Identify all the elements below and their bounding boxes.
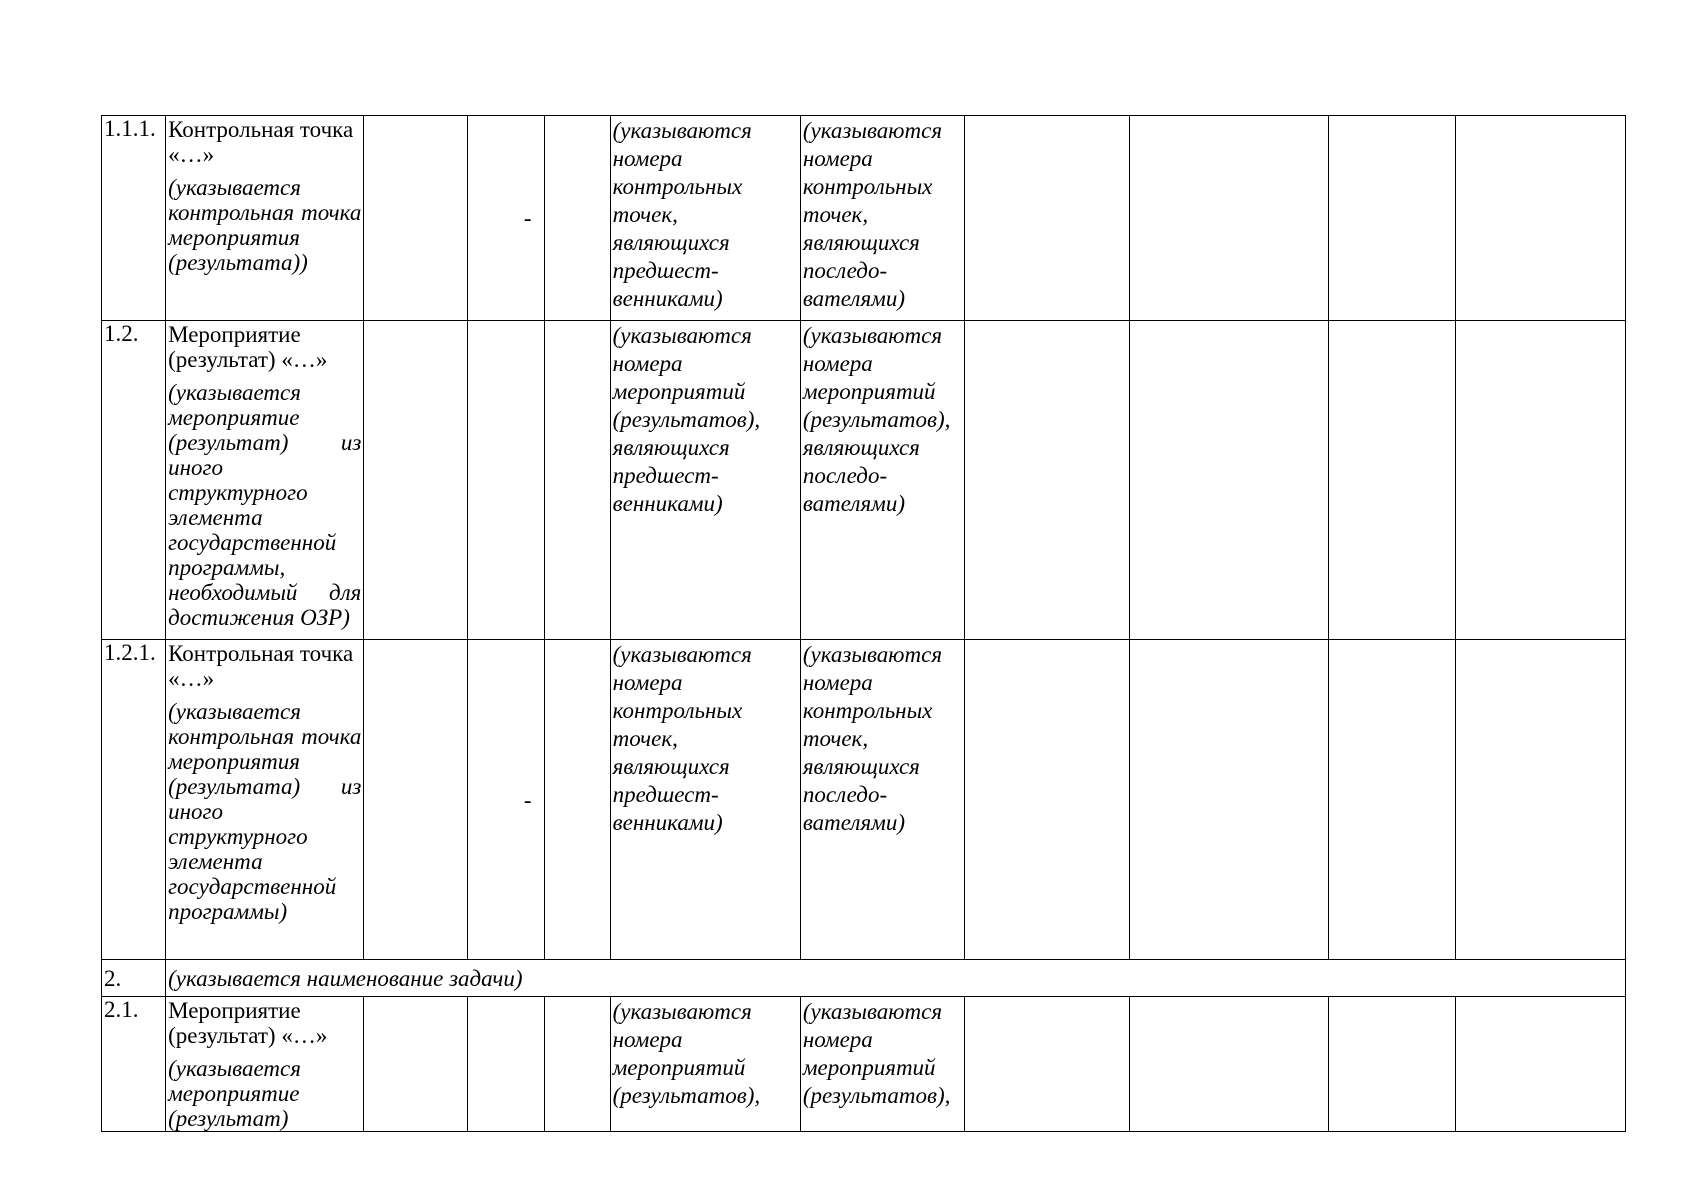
empty-cell xyxy=(468,321,544,640)
empty-cell xyxy=(364,997,468,1132)
empty-cell xyxy=(965,640,1130,960)
row-note: (указывается мероприятие (результат) из иного структурного элемента государственной программы, необходимый для достижения ОЗР) xyxy=(168,380,362,630)
empty-cell xyxy=(1328,116,1455,321)
empty-cell xyxy=(544,640,610,960)
empty-cell xyxy=(1455,640,1625,960)
dash-cell xyxy=(468,640,544,960)
table-row xyxy=(102,640,1626,960)
task-name: (указывается наименование задачи) xyxy=(166,960,1626,997)
successors-cell xyxy=(800,116,964,321)
predecessors-cell xyxy=(610,116,800,321)
predecessors-cell xyxy=(610,321,800,640)
predecessors-text: (указываются номера контрольных точек, являющихся предшест- венниками) xyxy=(612,642,752,835)
empty-cell xyxy=(364,640,468,960)
empty-cell xyxy=(1130,640,1328,960)
row-number: 1.1.1. xyxy=(102,116,166,321)
plan-table xyxy=(101,115,1626,1132)
empty-cell xyxy=(1455,997,1625,1132)
successors-cell xyxy=(800,640,964,960)
empty-cell xyxy=(468,997,544,1132)
table-row xyxy=(102,997,1626,1132)
empty-cell xyxy=(1455,116,1625,321)
empty-cell xyxy=(965,321,1130,640)
successors-text: (указываются номера контрольных точек, являющихся последо- вателями) xyxy=(802,118,943,311)
successors-text: (указываются номера контрольных точек, являющихся последо- вателями) xyxy=(802,642,943,835)
row-note: (указывается контрольная точка мероприятия (результата) из иного структурного элемента государственной программы) xyxy=(168,699,362,924)
row-description-cell xyxy=(166,640,364,960)
empty-cell xyxy=(1130,116,1328,321)
predecessors-cell xyxy=(610,997,800,1132)
row-number: 2. xyxy=(102,960,166,997)
predecessors-text: (указываются номера контрольных точек, являющихся предшест- венниками) xyxy=(612,118,752,311)
predecessors-cell xyxy=(610,640,800,960)
table-row xyxy=(102,321,1626,640)
row-title: Мероприятие (результат) «…» xyxy=(168,322,328,372)
task-row xyxy=(102,960,1626,997)
empty-cell xyxy=(1130,997,1328,1132)
empty-cell xyxy=(364,116,468,321)
row-note: (указывается контрольная точка мероприятия (результата)) xyxy=(168,175,362,275)
predecessors-text: (указываются номера мероприятий (результатов), являющихся предшест- венниками) xyxy=(612,323,761,516)
empty-cell xyxy=(965,997,1130,1132)
empty-cell xyxy=(1130,321,1328,640)
row-number: 1.2. xyxy=(102,321,166,640)
empty-cell xyxy=(1328,997,1455,1132)
empty-cell xyxy=(544,116,610,321)
empty-cell xyxy=(364,321,468,640)
successors-text: (указываются номера мероприятий (результатов), являющихся последо- вателями) xyxy=(802,323,951,516)
row-title: Контрольная точка «…» xyxy=(168,641,354,691)
predecessors-text: (указываются номера мероприятий (результатов), xyxy=(612,999,761,1108)
empty-cell xyxy=(544,997,610,1132)
row-description-cell xyxy=(166,321,364,640)
row-description-cell xyxy=(166,997,364,1132)
empty-cell xyxy=(544,321,610,640)
row-number: 1.2.1. xyxy=(102,640,166,960)
row-note: (указывается мероприятие (результат) xyxy=(168,1056,301,1131)
empty-cell xyxy=(1328,640,1455,960)
row-number: 2.1. xyxy=(102,997,166,1132)
successors-cell xyxy=(800,321,964,640)
empty-cell xyxy=(1455,321,1625,640)
row-title: Мероприятие (результат) «…» xyxy=(168,998,328,1048)
dash-mark: - xyxy=(523,205,532,231)
empty-cell xyxy=(1328,321,1455,640)
successors-cell xyxy=(800,997,964,1132)
dash-cell xyxy=(468,116,544,321)
row-title: Контрольная точка «…» xyxy=(168,117,354,167)
row-description-cell xyxy=(166,116,364,321)
empty-cell xyxy=(965,116,1130,321)
successors-text: (указываются номера мероприятий (результатов), xyxy=(802,999,951,1108)
table-row xyxy=(102,116,1626,321)
dash-mark: - xyxy=(523,787,532,812)
